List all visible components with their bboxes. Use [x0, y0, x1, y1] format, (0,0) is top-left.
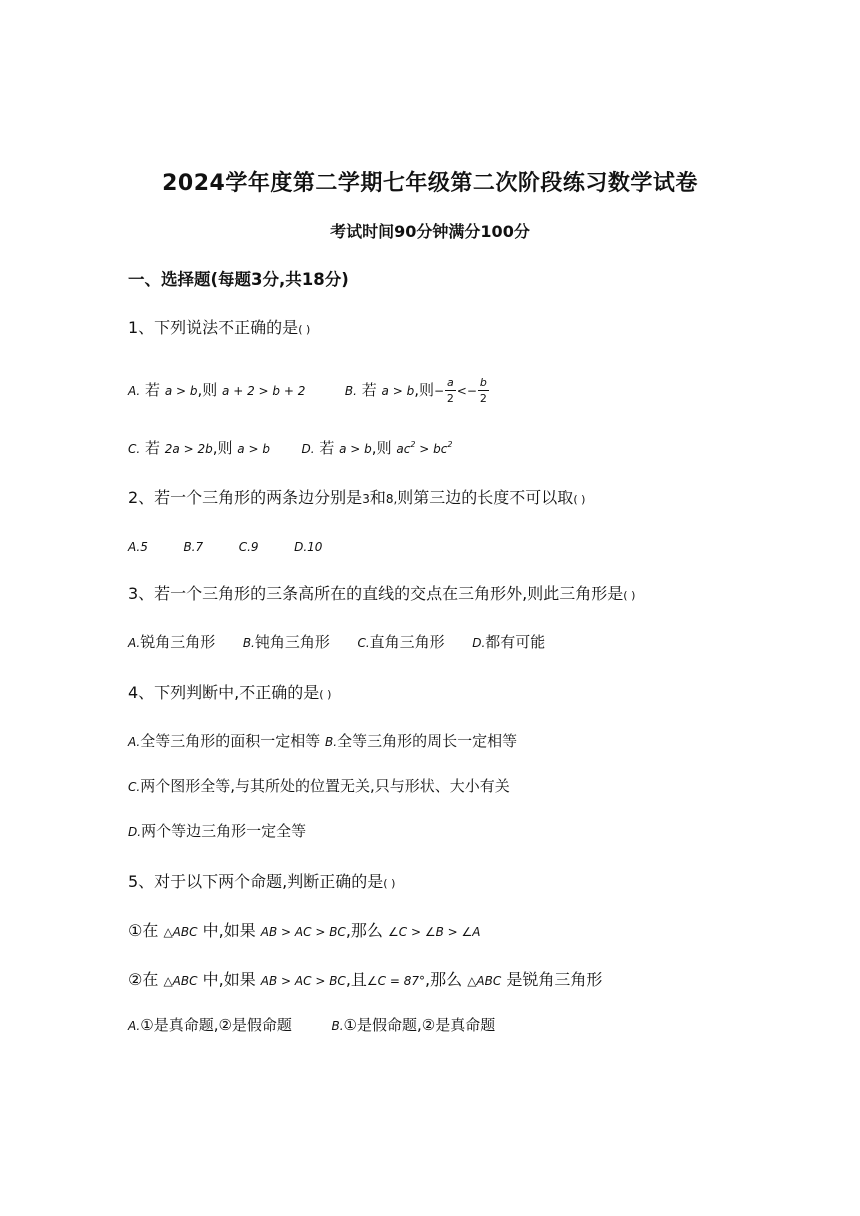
option-c-label: C.: [128, 780, 141, 794]
page-title: 2024学年度第二学期七年级第二次阶段练习数学试卷: [162, 171, 698, 196]
option-d-label: D.: [472, 636, 486, 650]
option-b: B.7: [183, 540, 204, 554]
fraction-b-over-2: $\frac{b}{2}$: [479, 376, 487, 405]
option-d-result: $ac^2 > bc^2$: [396, 440, 453, 456]
triangle-abc-2: △ABC: [467, 974, 502, 988]
proposition-1-mid: 中,如果: [202, 921, 256, 940]
option-d-pre: 若: [319, 439, 335, 457]
question-4-option-c: [128, 775, 510, 796]
option-d: D.10: [294, 540, 323, 554]
angle-c-value: ∠C = 87°: [366, 974, 425, 988]
triangle-abc: △ABC: [163, 925, 198, 939]
option-a-text: ①是真命题,②是假命题: [140, 1016, 292, 1034]
option-a-cond: a > b: [164, 384, 198, 398]
proposition-2-sep: ,且: [345, 970, 367, 989]
question-4: [128, 680, 331, 703]
option-d-label: D.: [128, 825, 142, 839]
option-b-sep: ,则: [414, 381, 434, 399]
option-c: C.9: [238, 540, 259, 554]
option-b-cond: a > b: [381, 384, 415, 398]
side-inequality: AB > AC > BC: [260, 925, 346, 939]
option-b-label: B.: [242, 636, 255, 650]
option-a-label: A.: [128, 1019, 141, 1033]
question-2: [128, 485, 585, 508]
option-b-neg-2: −: [466, 384, 477, 398]
question-5-stem: 5、对于以下两个命题,判断正确的是: [128, 872, 384, 891]
option-c-sep: ,则: [212, 439, 233, 457]
question-2-stem-post: 则第三边的长度不可以取: [397, 488, 574, 507]
option-b-text: 钝角三角形: [254, 633, 330, 651]
option-d-text: 两个等边三角形一定全等: [141, 822, 307, 840]
option-a-label: A.: [128, 735, 141, 749]
option-a-pre: 若: [145, 381, 161, 399]
answer-blank: ( ): [623, 589, 636, 602]
proposition-2-mid: 中,如果: [202, 970, 256, 989]
option-a: A.5: [128, 540, 148, 554]
option-c-label: C.: [357, 636, 370, 650]
question-3-options: [128, 631, 545, 652]
side-length-2: 8,: [385, 492, 398, 506]
question-5: [128, 869, 395, 892]
option-b-text: ①是假命题,②是真命题: [343, 1016, 496, 1034]
question-1-stem: 1、下列说法不正确的是: [128, 318, 299, 337]
question-1-options-row-1: [128, 375, 490, 406]
option-c-text: 直角三角形: [369, 633, 445, 651]
question-2-options: [128, 537, 322, 555]
question-4-stem: 4、下列判断中,不正确的是: [128, 683, 320, 702]
option-b-label: B.: [331, 1019, 344, 1033]
section-heading: 一、选择题(每题3分,共18分): [128, 270, 349, 289]
proposition-1-sep: ,那么: [345, 921, 383, 940]
triangle-abc: △ABC: [163, 974, 198, 988]
proposition-2: [128, 967, 602, 990]
question-2-stem-pre: 2、若一个三角形的两条边分别是: [128, 488, 363, 507]
option-d-sep: ,则: [371, 439, 392, 457]
option-d-label: D.: [301, 442, 315, 456]
question-3: [128, 581, 635, 604]
answer-blank: ( ): [319, 688, 332, 701]
question-5-options: [128, 1014, 495, 1035]
option-a-result: a + 2 > b + 2: [222, 384, 306, 398]
option-b-label: B.: [344, 384, 357, 398]
option-a-text: 锐角三角形: [140, 633, 216, 651]
option-d-cond: a > b: [339, 442, 372, 456]
fraction-a-over-2: $\frac{a}{2}$: [446, 376, 454, 405]
option-c-pre: 若: [144, 439, 160, 457]
question-1: [128, 315, 310, 338]
proposition-1-pre: ①在: [128, 921, 159, 940]
option-b-text: 全等三角形的周长一定相等: [337, 732, 518, 750]
side-length-1: 3: [362, 492, 370, 506]
option-a-sep: ,则: [197, 381, 218, 399]
question-2-stem-mid: 和: [369, 488, 386, 507]
less-than-sign: <: [456, 384, 467, 398]
option-c-label: C.: [128, 442, 141, 456]
option-b-label: B.: [325, 735, 338, 749]
option-c-cond: 2a > 2b: [164, 442, 213, 456]
option-c-text: 两个图形全等,与其所处的位置无关,只与形状、大小有关: [140, 777, 510, 795]
option-d-text: 都有可能: [485, 633, 546, 651]
option-a-label: A.: [128, 384, 141, 398]
question-1-options-row-2: [128, 437, 452, 458]
option-b-neg-1: −: [433, 384, 445, 398]
proposition-2-then: ,那么: [425, 970, 463, 989]
question-4-option-d: [128, 820, 306, 841]
proposition-2-pre: ②在: [128, 970, 159, 989]
answer-blank: ( ): [383, 877, 396, 890]
exam-info: 考试时间90分钟满分100分: [330, 222, 530, 241]
angle-inequality: ∠C > ∠B > ∠A: [388, 925, 481, 939]
answer-blank: ( ): [298, 323, 311, 336]
option-b-pre: 若: [361, 381, 377, 399]
option-a-text: 全等三角形的面积一定相等: [140, 732, 321, 750]
proposition-2-post: 是锐角三角形: [506, 970, 603, 989]
question-3-stem: 3、若一个三角形的三条高所在的直线的交点在三角形外,则此三角形是: [128, 584, 624, 603]
answer-blank: ( ): [573, 493, 586, 506]
question-4-options-row-1: [128, 730, 517, 751]
proposition-1: [128, 918, 480, 941]
option-a-label: A.: [128, 636, 141, 650]
option-c-result: a > b: [237, 442, 270, 456]
side-inequality: AB > AC > BC: [260, 974, 346, 988]
